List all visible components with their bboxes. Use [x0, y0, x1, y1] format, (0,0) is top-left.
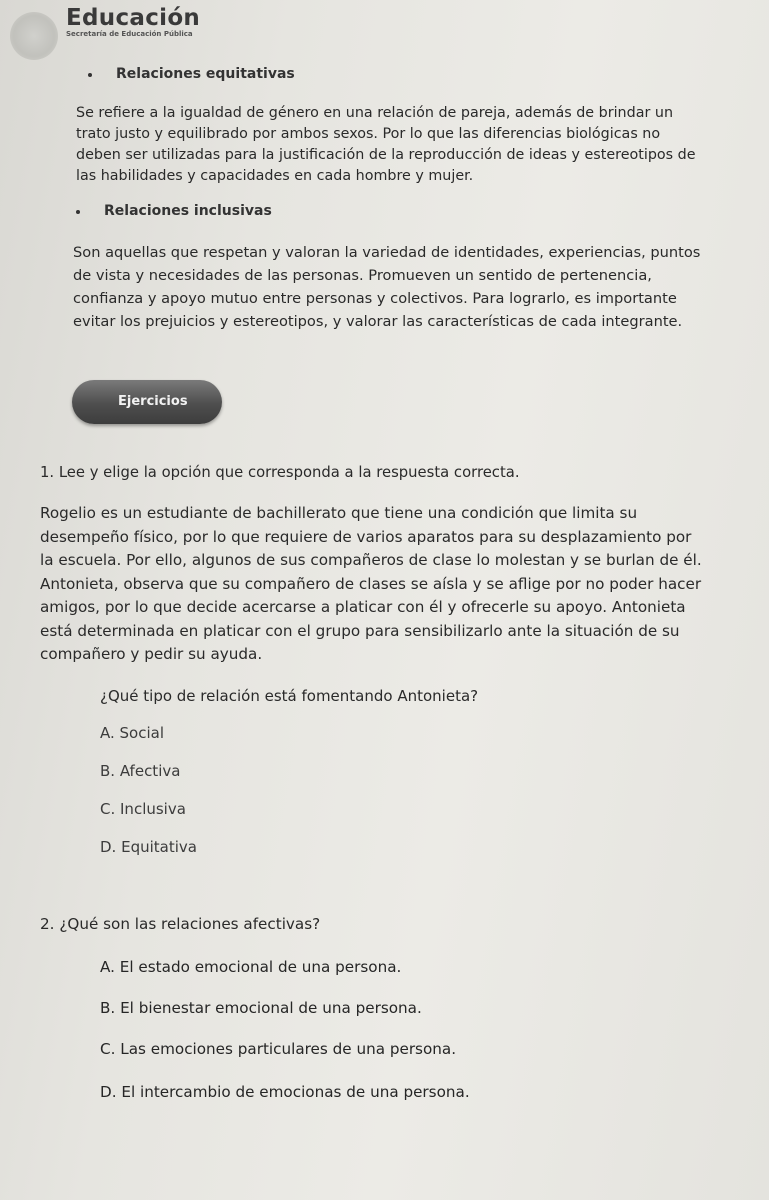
paragraph-line: deben ser utilizadas para la justificación de la reproducción de ideas y estereotipos de	[76, 147, 696, 163]
question-1-prompt: ¿Qué tipo de relación está fomentando Antonieta?	[100, 687, 479, 705]
paragraph-line: trato justo y equilibrado por ambos sexos. Por lo que las diferencias biológicas no	[76, 126, 661, 142]
seal-logo	[10, 12, 58, 60]
question-2-option-d[interactable]: D. El intercambio de emocionas de una persona.	[100, 1083, 470, 1101]
passage-line: compañero y pedir su ayuda.	[40, 645, 263, 663]
passage-line: amigos, por lo que decide acercarse a platicar con él y ofrecerle su apoyo. Antonieta	[40, 598, 686, 616]
paragraph-line: las habilidades y capacidades en cada hombre y mujer.	[76, 168, 474, 184]
question-1-option-b[interactable]: B. Afectiva	[100, 762, 181, 780]
question-1-option-c[interactable]: C. Inclusiva	[100, 800, 186, 818]
paragraph-line: confianza y apoyo mutuo entre personas y colectivos. Para lograrlo, es importante	[73, 290, 677, 307]
section-title-inclusivas: Relaciones inclusivas	[104, 203, 272, 219]
question-2-option-c[interactable]: C. Las emociones particulares de una persona.	[100, 1040, 457, 1058]
brand-subtitle: Secretaría de Educación Pública	[66, 30, 193, 38]
passage-line: Antonieta, observa que su compañero de clases se aísla y se aflige por no poder hacer	[40, 574, 702, 593]
brand	[66, 4, 200, 38]
passage-line: la escuela. Por ello, algunos de sus compañeros de clase lo molestan y se burlan de él.	[40, 551, 702, 569]
paragraph-line: de vista y necesidades de las personas. Promueven un sentido de pertenencia,	[73, 267, 652, 284]
passage-line: desempeño físico, por lo que requiere de varios aparatos para su desplazamiento por	[40, 527, 692, 546]
exercises-badge: Ejercicios	[72, 380, 222, 424]
section-title-equitativas: Relaciones equitativas	[116, 66, 295, 82]
question-2-option-b[interactable]: B. El bienestar emocional de una persona.	[100, 999, 422, 1017]
section-paragraph-inclusivas	[73, 241, 763, 333]
paragraph-line: Son aquellas que respetan y valoran la variedad de identidades, experiencias, puntos	[73, 244, 701, 261]
question-2-option-a[interactable]: A. El estado emocional de una persona.	[100, 958, 402, 976]
section-paragraph-equitativas	[76, 103, 766, 187]
question-1-option-d[interactable]: D. Equitativa	[100, 838, 197, 856]
paragraph-line: evitar los prejuicios y estereotipos, y valorar las características de cada integrante.	[73, 313, 683, 330]
paragraph-line: Se refiere a la igualdad de género en una relación de pareja, además de brindar un	[76, 105, 673, 121]
brand-title: Educación	[66, 5, 201, 31]
question-2-prompt: 2. ¿Qué son las relaciones afectivas?	[40, 915, 321, 933]
question-1-option-a[interactable]: A. Social	[100, 724, 165, 742]
passage-line: Rogelio es un estudiante de bachillerato que tiene una condición que limita su	[40, 504, 638, 522]
question-1-instruction: 1. Lee y elige la opción que corresponda a la respuesta correcta.	[40, 464, 520, 481]
passage-line: está determinada en platicar con el grupo para sensibilizarlo ante la situación de su	[40, 621, 680, 640]
question-1-passage	[40, 502, 769, 667]
